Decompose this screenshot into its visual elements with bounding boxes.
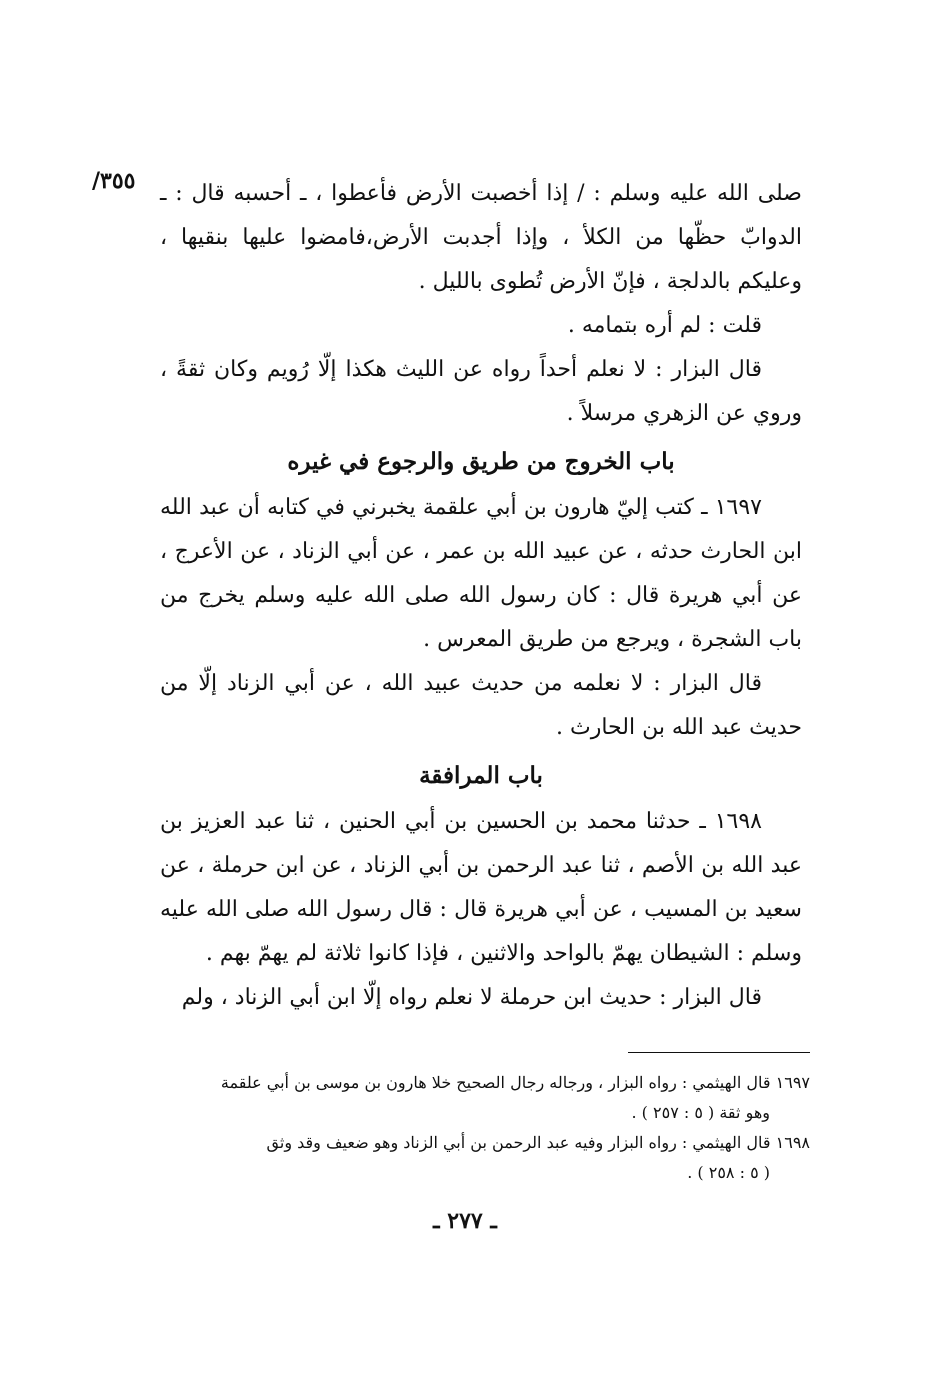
footnote-1698-line2: ( ٥ : ٢٥٨ ) . — [687, 1163, 770, 1182]
hadith-1698: ١٦٩٨ ـ حدثنا محمد بن الحسين بن أبي الحنين ، ثنا عبد العزيز بن عبد الله بن الأصم ، ثنا عبد الرحمن بن أبي الزناد ، عن ابن حرملة ، عن سعيد بن المسيب ، عن أبي هريرة قال : قال رسول الله صلى الله عليه وسلم : الشيطان يهمّ بالواحد والاثنين ، فإذا كانوا ثلاثة لم يهمّ بهم . — [160, 809, 802, 966]
paragraph-note: قلت : لم أره بتمامه . — [567, 313, 762, 338]
footnote-divider — [628, 1052, 810, 1053]
paragraph-bazzar-comment-1698: قال البزار : حديث ابن حرملة لا نعلم رواه إلّا ابن أبي الزناد ، ولم — [181, 985, 762, 1010]
section-heading-companionship: باب المرافقة — [419, 762, 543, 789]
footnote-1697-line1: ١٦٩٧ قال الهيثمي : رواه البزار ، ورجاله رجال الصحيح خلا هارون بن موسى بن أبي علقمة — [220, 1073, 810, 1092]
paragraph-bazzar-comment: قال البزار : لا نعلم أحداً رواه عن الليث هكذا إلّا رُويم وكان ثقةً ، وروي عن الزهري مرسلاً . — [160, 357, 802, 426]
paragraph-continuation: صلى الله عليه وسلم : / إذا أخصبت الأرض فأعطوا ، ـ أحسبه قال : ـ الدوابّ حظّها من الكلأ ، وإذا أجدبت الأرض،فامضوا عليها بنقيها ، وعليكم بالدلجة ، فإنّ الأرض تُطوى بالليل . — [160, 181, 802, 294]
manuscript-folio-marker: ٣٥٥/ — [92, 168, 136, 194]
main-text — [160, 172, 802, 1020]
page-number: ـ ٢٧٧ ـ — [433, 1208, 497, 1234]
paragraph-bazzar-comment-1697: قال البزار : لا نعلمه من حديث عبيد الله ، عن أبي الزناد إلّا من حديث عبد الله بن الحارث . — [160, 671, 802, 740]
section-heading-exit-return: باب الخروج من طريق والرجوع في غيره — [287, 448, 675, 475]
footnotes — [160, 1068, 810, 1188]
hadith-1697: ١٦٩٧ ـ كتب إليّ هارون بن أبي علقمة يخبرني في كتابه أن عبد الله ابن الحارث حدثه ، عن عبيد الله بن عمر ، عن أبي الزناد ، عن الأعرج ، عن أبي هريرة قال : كان رسول الله صلى الله عليه وسلم يخرج من باب الشجرة ، ويرجع من طريق المعرس . — [160, 495, 802, 652]
footnote-1698-line1: ١٦٩٨ قال الهيثمي : رواه البزار وفيه عبد الرحمن بن أبي الزناد وهو ضعيف وقد وثق — [266, 1133, 810, 1152]
footnote-1697-line2: وهو ثقة ( ٥ : ٢٥٧ ) . — [631, 1103, 770, 1122]
